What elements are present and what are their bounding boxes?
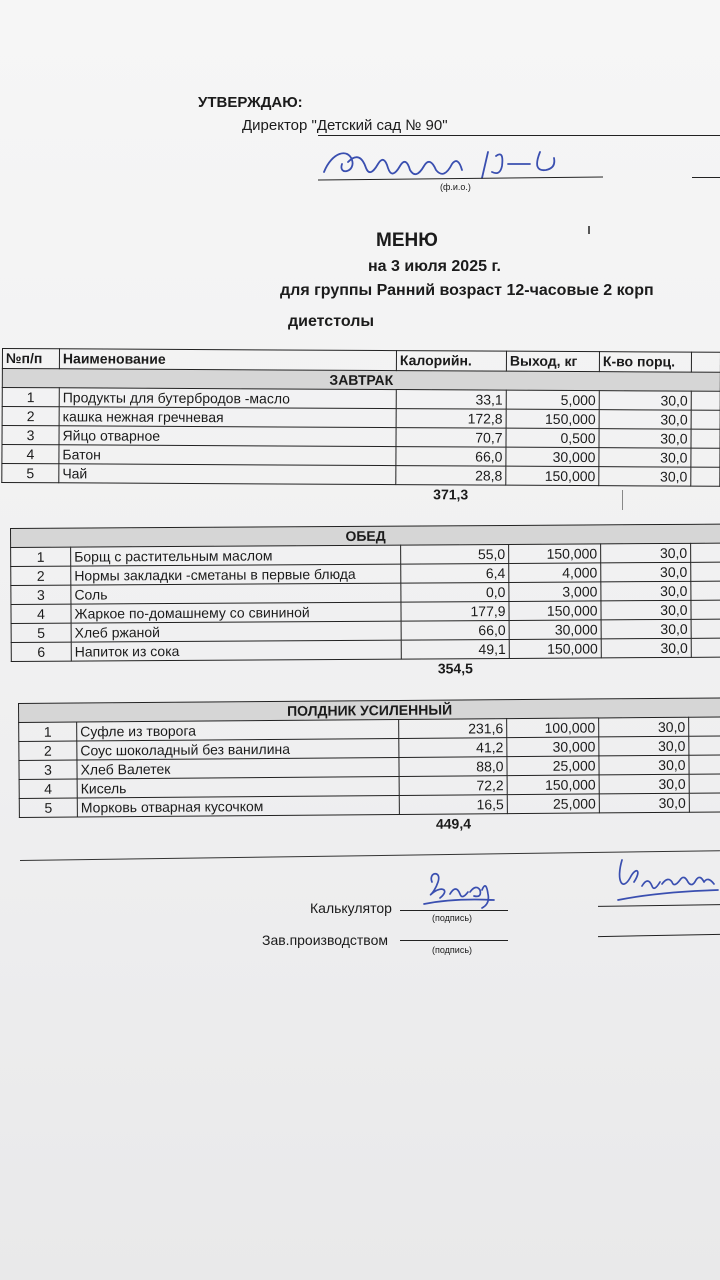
row-calories: 49,1 [401, 639, 509, 659]
row-calories: 28,8 [396, 466, 506, 486]
row-output: 5,000 [506, 390, 599, 409]
row-output: 150,000 [509, 639, 601, 659]
director-underline [318, 135, 720, 136]
row-output: 30,000 [506, 447, 599, 466]
row-calories: 177,9 [401, 601, 509, 621]
row-name: Кисель [77, 777, 399, 799]
row-output: 150,000 [507, 775, 599, 795]
menu-date: на 3 июля 2025 г. [368, 258, 501, 275]
row-num: 4 [11, 604, 71, 623]
snack-table [18, 697, 720, 836]
col-name-header: Наименование [59, 349, 396, 371]
row-num: 1 [19, 722, 77, 741]
section-title-breakfast: ЗАВТРАК [2, 369, 720, 392]
row-calories: 33,1 [396, 390, 506, 410]
row-num: 1 [11, 547, 71, 566]
row-name: Морковь отварная кусочком [77, 796, 399, 818]
total-row [2, 483, 720, 505]
signature-caption-1: (подпись) [432, 913, 473, 923]
row-calories: 0,0 [401, 582, 509, 602]
menu-diet: диетстолы [288, 313, 375, 330]
row-portions: 30,0 [599, 755, 689, 775]
row-name: Жаркое по-домашнему со свининой [71, 602, 401, 623]
row-output: 100,000 [507, 718, 599, 738]
row-name: Продукты для бутербродов -масло [59, 388, 396, 409]
row-name: Борщ с растительным маслом [71, 545, 401, 566]
approve-heading: УТВЕРЖДАЮ: [198, 94, 303, 111]
row-num: 5 [19, 798, 77, 817]
row-portions: 30,0 [599, 410, 691, 429]
section-title-lunch: ОБЕД [11, 524, 720, 547]
row-output: 0,500 [506, 428, 599, 447]
row-calories: 55,0 [401, 544, 509, 564]
row-portions: 30,0 [601, 619, 691, 639]
section-title-snack: ПОЛДНИК УСИЛЕННЫЙ [19, 698, 720, 723]
pen-mark-2 [622, 490, 623, 510]
row-num: 5 [11, 623, 71, 642]
row-num: 4 [19, 779, 77, 798]
col-calories-header: Калорийн. [396, 351, 506, 372]
row-portions: 30,0 [599, 774, 689, 794]
row-calories: 88,0 [399, 757, 507, 777]
row-name: кашка нежная гречневая [59, 407, 396, 428]
row-portions: 30,0 [599, 717, 689, 737]
row-calories: 172,8 [396, 409, 506, 429]
row-portions: 30,0 [601, 600, 691, 620]
row-output: 150,000 [506, 409, 599, 428]
row-calories: 66,0 [396, 447, 506, 467]
row-output: 30,000 [509, 620, 601, 640]
total-row [11, 657, 720, 680]
row-portions: 30,0 [601, 581, 691, 601]
menu-title: МЕНЮ [376, 230, 438, 251]
lunch-table [10, 524, 720, 680]
row-output: 25,000 [507, 794, 599, 814]
row-num: 3 [19, 760, 77, 779]
row-name: Нормы закладки -сметаны в первые блюда [71, 564, 401, 585]
row-name: Суфле из творога [77, 720, 399, 742]
row-portions: 30,0 [599, 391, 691, 410]
director-line-text: Директор "Детский сад № 90" [242, 117, 448, 134]
row-portions: 30,0 [599, 736, 689, 756]
row-name: Соль [71, 583, 401, 604]
row-calories: 231,6 [399, 719, 507, 739]
row-portions: 30,0 [599, 793, 689, 813]
row-num: 1 [2, 388, 59, 407]
calculator-sign-line [400, 910, 508, 911]
calculator-signature [420, 868, 510, 914]
row-name: Хлеб ржаной [71, 621, 401, 642]
right-signature [612, 852, 720, 908]
row-portions: 30,0 [601, 562, 691, 582]
row-num: 6 [11, 642, 71, 661]
breakfast-table [1, 348, 720, 505]
row-portions: 30,0 [599, 448, 691, 467]
row-calories: 6,4 [401, 563, 509, 583]
row-calories: 66,0 [401, 620, 509, 640]
row-output: 150,000 [509, 601, 601, 621]
fio-caption: (ф.и.о.) [440, 182, 471, 192]
row-portions: 30,0 [601, 638, 691, 658]
calculator-label: Калькулятор [310, 900, 392, 916]
row-name: Соус шоколадный без ванилина [77, 739, 399, 761]
row-num: 4 [2, 445, 59, 464]
row-num: 2 [19, 741, 77, 760]
pen-mark [588, 226, 590, 234]
row-name: Хлеб Валетек [77, 758, 399, 780]
row-output: 150,000 [509, 544, 601, 564]
signature-caption-2: (подпись) [432, 945, 473, 955]
row-output: 25,000 [507, 756, 599, 776]
row-output: 30,000 [507, 737, 599, 757]
col-output-header: Выход, кг [506, 351, 599, 371]
row-num: 3 [2, 426, 59, 445]
row-calories: 70,7 [396, 428, 506, 448]
row-output: 3,000 [509, 582, 601, 602]
row-output: 4,000 [509, 563, 601, 583]
row-num: 5 [2, 464, 59, 483]
col-portions-header: К-во порц. [599, 352, 691, 372]
lunch-total: 354,5 [437, 659, 473, 676]
row-name: Яйцо отварное [59, 426, 396, 447]
row-calories: 72,2 [399, 776, 507, 796]
production-label: Зав.производством [262, 932, 388, 948]
breakfast-total: 371,3 [433, 485, 469, 502]
col-num-header: №п/п [2, 349, 59, 369]
row-name: Напиток из сока [71, 640, 401, 661]
snack-total: 449,4 [435, 814, 472, 832]
row-num: 2 [11, 566, 71, 585]
production-sign-line [400, 940, 508, 941]
row-calories: 16,5 [399, 795, 507, 815]
row-name: Батон [59, 445, 396, 466]
row-calories: 41,2 [399, 738, 507, 758]
row-portions: 30,0 [599, 467, 691, 486]
row-name: Чай [59, 464, 396, 485]
menu-group: для группы Ранний возраст 12-часовые 2 корп [280, 282, 654, 299]
right-sign-line-2 [598, 934, 720, 937]
row-num: 2 [2, 407, 59, 426]
row-output: 150,000 [506, 466, 599, 485]
row-num: 3 [11, 585, 71, 604]
signature-underline-right [692, 177, 720, 178]
row-portions: 30,0 [599, 429, 691, 448]
row-portions: 30,0 [601, 543, 691, 563]
